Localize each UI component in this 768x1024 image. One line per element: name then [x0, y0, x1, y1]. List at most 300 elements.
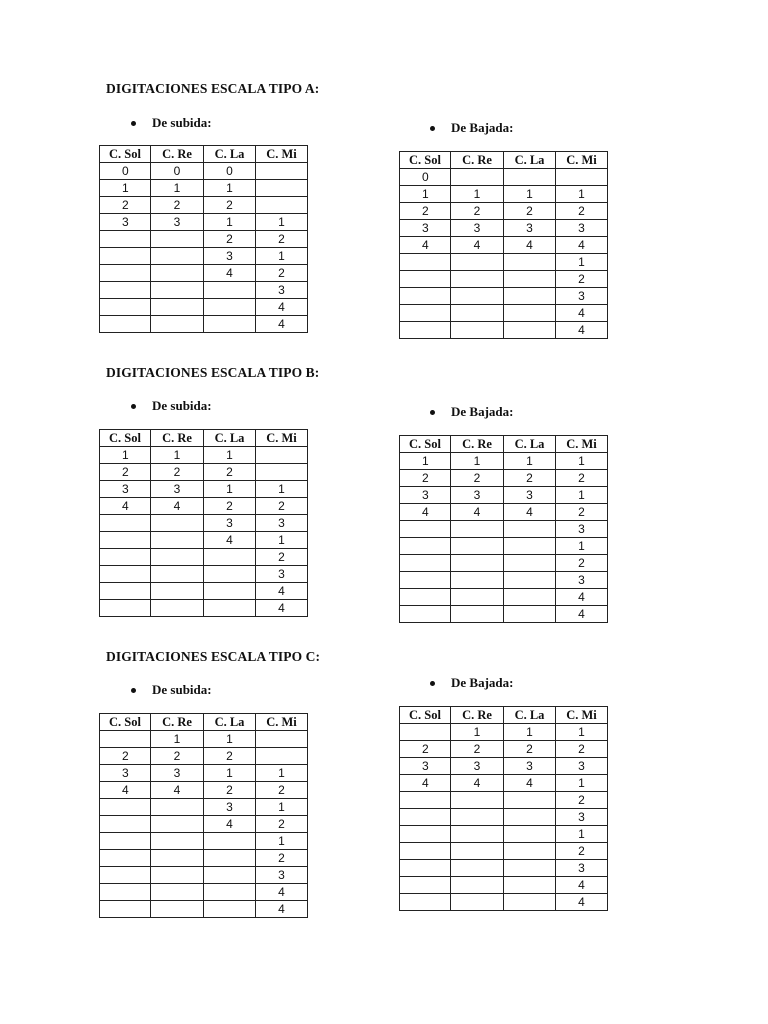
cell-sol: 2: [400, 470, 451, 487]
cell-sol: 3: [400, 220, 451, 237]
cell-re: [151, 566, 204, 583]
cell-la: [204, 583, 256, 600]
cell-la: 1: [204, 481, 256, 498]
cell-re: 4: [451, 504, 504, 521]
cell-mi: 1: [556, 186, 608, 203]
cell-re: [151, 532, 204, 549]
table-row: [400, 826, 608, 843]
table-tipo-c-bajada: [399, 706, 608, 911]
table-row: [100, 566, 308, 583]
cell-sol: 1: [400, 186, 451, 203]
cell-la: [504, 169, 556, 186]
table-row: [400, 724, 608, 741]
column-header-sol: C. Sol: [100, 714, 151, 731]
cell-sol: 3: [100, 214, 151, 231]
cell-mi: 3: [556, 220, 608, 237]
column-header-re: C. Re: [451, 436, 504, 453]
table-row: [100, 833, 308, 850]
cell-sol: [400, 826, 451, 843]
table-row: [100, 583, 308, 600]
table-row: [400, 555, 608, 572]
cell-la: 4: [204, 265, 256, 282]
cell-la: [204, 600, 256, 617]
cell-mi: 3: [256, 515, 308, 532]
cell-mi: 2: [256, 231, 308, 248]
cell-sol: [100, 532, 151, 549]
cell-re: [451, 322, 504, 339]
cell-sol: 2: [400, 203, 451, 220]
cell-re: [451, 572, 504, 589]
cell-sol: 4: [100, 782, 151, 799]
cell-re: 4: [451, 237, 504, 254]
table-row: [100, 282, 308, 299]
table-row: [400, 504, 608, 521]
cell-re: [151, 248, 204, 265]
table-row: [400, 775, 608, 792]
cell-re: [451, 538, 504, 555]
table-row: [100, 600, 308, 617]
header-row: [400, 152, 608, 169]
cell-mi: 1: [256, 799, 308, 816]
cell-sol: 3: [400, 758, 451, 775]
cell-sol: 4: [400, 775, 451, 792]
cell-la: [504, 894, 556, 911]
column-header-sol: C. Sol: [100, 146, 151, 163]
cell-re: 2: [451, 741, 504, 758]
cell-re: 1: [151, 731, 204, 748]
table-row: [100, 197, 308, 214]
cell-sol: 2: [100, 748, 151, 765]
cell-la: 1: [504, 186, 556, 203]
bullet-icon: [430, 126, 435, 131]
cell-la: 2: [204, 498, 256, 515]
cell-re: 3: [451, 487, 504, 504]
cell-la: [204, 549, 256, 566]
cell-mi: 3: [256, 282, 308, 299]
cell-la: 1: [504, 453, 556, 470]
column-header-sol: C. Sol: [400, 152, 451, 169]
header-row: [100, 146, 308, 163]
column-header-sol: C. Sol: [400, 436, 451, 453]
column-header-la: C. La: [204, 146, 256, 163]
column-header-re: C. Re: [151, 714, 204, 731]
cell-re: 4: [451, 775, 504, 792]
cell-la: 1: [204, 447, 256, 464]
cell-mi: 2: [556, 555, 608, 572]
table-tipo-a-bajada: [399, 151, 608, 339]
cell-la: 4: [204, 532, 256, 549]
table-row: [100, 214, 308, 231]
cell-la: 3: [204, 248, 256, 265]
cell-sol: [100, 884, 151, 901]
cell-mi: [256, 731, 308, 748]
cell-sol: 2: [400, 741, 451, 758]
cell-mi: 2: [556, 741, 608, 758]
cell-mi: 1: [256, 833, 308, 850]
table-row: [400, 169, 608, 186]
table-row: [100, 799, 308, 816]
cell-sol: [400, 322, 451, 339]
cell-mi: 2: [256, 265, 308, 282]
cell-re: 1: [451, 186, 504, 203]
table-row: [400, 572, 608, 589]
cell-mi: 4: [256, 901, 308, 918]
cell-sol: [100, 265, 151, 282]
cell-la: [504, 843, 556, 860]
cell-la: 4: [204, 816, 256, 833]
cell-sol: [100, 833, 151, 850]
cell-mi: 4: [256, 299, 308, 316]
cell-mi: [256, 464, 308, 481]
table-row: [100, 731, 308, 748]
cell-re: [151, 265, 204, 282]
cell-la: 3: [504, 487, 556, 504]
cell-re: [451, 169, 504, 186]
cell-mi: 4: [556, 305, 608, 322]
cell-re: 1: [151, 180, 204, 197]
table-row: [100, 163, 308, 180]
column-header-la: C. La: [504, 152, 556, 169]
cell-sol: [400, 288, 451, 305]
cell-mi: 4: [556, 606, 608, 623]
cell-re: 2: [151, 197, 204, 214]
cell-mi: 4: [556, 237, 608, 254]
cell-mi: 1: [556, 538, 608, 555]
cell-la: [204, 850, 256, 867]
cell-la: 1: [204, 180, 256, 197]
cell-la: [504, 288, 556, 305]
cell-mi: 3: [556, 572, 608, 589]
cell-mi: 1: [556, 724, 608, 741]
cell-sol: [400, 809, 451, 826]
table-row: [100, 549, 308, 566]
cell-mi: 2: [556, 843, 608, 860]
subida-label-tipo-a: De subida:: [131, 115, 212, 131]
column-header-la: C. La: [504, 436, 556, 453]
table-row: [100, 765, 308, 782]
table-row: [400, 220, 608, 237]
cell-la: 2: [204, 464, 256, 481]
cell-mi: [256, 447, 308, 464]
table-row: [400, 843, 608, 860]
column-header-sol: C. Sol: [400, 707, 451, 724]
cell-mi: 1: [556, 826, 608, 843]
cell-mi: 4: [256, 600, 308, 617]
cell-re: [451, 521, 504, 538]
cell-mi: 1: [256, 248, 308, 265]
cell-sol: 3: [400, 487, 451, 504]
cell-re: [151, 901, 204, 918]
cell-la: [504, 555, 556, 572]
cell-mi: 3: [556, 860, 608, 877]
cell-la: [504, 877, 556, 894]
cell-re: 2: [451, 203, 504, 220]
cell-mi: 2: [256, 498, 308, 515]
cell-la: [204, 316, 256, 333]
cell-re: 3: [451, 758, 504, 775]
cell-sol: [400, 724, 451, 741]
subida-label-tipo-b: De subida:: [131, 398, 212, 414]
cell-la: [504, 809, 556, 826]
cell-re: 3: [151, 481, 204, 498]
cell-mi: 1: [556, 453, 608, 470]
cell-re: 4: [151, 782, 204, 799]
bajada-label-tipo-c: De Bajada:: [430, 675, 513, 691]
cell-re: [151, 816, 204, 833]
section-title-tipo-a: DIGITACIONES ESCALA TIPO A:: [106, 81, 320, 96]
table-row: [400, 860, 608, 877]
column-header-sol: C. Sol: [100, 430, 151, 447]
table-row: [400, 521, 608, 538]
cell-sol: [100, 316, 151, 333]
cell-sol: 0: [100, 163, 151, 180]
cell-mi: 1: [556, 254, 608, 271]
cell-la: [204, 901, 256, 918]
cell-la: 2: [504, 741, 556, 758]
cell-re: [151, 299, 204, 316]
column-header-mi: C. Mi: [256, 714, 308, 731]
cell-la: 2: [204, 782, 256, 799]
table-row: [100, 231, 308, 248]
table-row: [400, 305, 608, 322]
cell-la: [204, 299, 256, 316]
cell-sol: [100, 549, 151, 566]
cell-sol: [100, 816, 151, 833]
table-row: [100, 265, 308, 282]
header-row: [400, 436, 608, 453]
table-row: [100, 816, 308, 833]
cell-la: [504, 322, 556, 339]
table-row: [100, 498, 308, 515]
cell-sol: [400, 521, 451, 538]
cell-re: [151, 231, 204, 248]
table-row: [100, 515, 308, 532]
table-row: [100, 481, 308, 498]
cell-sol: [400, 877, 451, 894]
cell-la: 3: [504, 758, 556, 775]
cell-la: 4: [504, 775, 556, 792]
cell-sol: [400, 843, 451, 860]
cell-la: 1: [204, 731, 256, 748]
cell-la: [504, 826, 556, 843]
table-row: [100, 299, 308, 316]
table-row: [400, 453, 608, 470]
cell-la: 3: [204, 799, 256, 816]
table-row: [100, 867, 308, 884]
cell-re: 2: [451, 470, 504, 487]
cell-re: [151, 600, 204, 617]
cell-sol: [100, 731, 151, 748]
table-row: [100, 316, 308, 333]
cell-re: [451, 792, 504, 809]
cell-re: [151, 867, 204, 884]
cell-re: [451, 271, 504, 288]
cell-mi: 1: [556, 487, 608, 504]
cell-la: [204, 833, 256, 850]
subida-label-tipo-c: De subida:: [131, 682, 212, 698]
column-header-mi: C. Mi: [256, 430, 308, 447]
cell-la: [504, 572, 556, 589]
table-tipo-b-subida: [99, 429, 308, 617]
cell-sol: [400, 589, 451, 606]
cell-re: [151, 833, 204, 850]
cell-sol: [400, 271, 451, 288]
cell-la: 1: [504, 724, 556, 741]
table-tipo-c-subida: [99, 713, 308, 918]
cell-re: 2: [151, 464, 204, 481]
cell-mi: 2: [256, 782, 308, 799]
cell-la: 2: [204, 748, 256, 765]
cell-sol: 3: [100, 481, 151, 498]
cell-re: [451, 894, 504, 911]
cell-la: [204, 282, 256, 299]
cell-la: 1: [204, 214, 256, 231]
cell-la: [504, 254, 556, 271]
table-row: [100, 532, 308, 549]
cell-re: 1: [151, 447, 204, 464]
cell-sol: [100, 248, 151, 265]
cell-sol: 4: [400, 504, 451, 521]
cell-mi: [256, 748, 308, 765]
cell-mi: 4: [556, 894, 608, 911]
cell-re: [451, 254, 504, 271]
cell-la: [504, 538, 556, 555]
cell-mi: [556, 169, 608, 186]
table-row: [400, 877, 608, 894]
cell-la: 3: [204, 515, 256, 532]
column-header-mi: C. Mi: [256, 146, 308, 163]
cell-re: [451, 809, 504, 826]
cell-la: 2: [204, 231, 256, 248]
cell-mi: 2: [556, 792, 608, 809]
cell-la: [504, 792, 556, 809]
cell-sol: [100, 850, 151, 867]
cell-re: [151, 799, 204, 816]
table-row: [400, 470, 608, 487]
cell-sol: [100, 299, 151, 316]
table-row: [100, 447, 308, 464]
cell-sol: [400, 538, 451, 555]
cell-mi: [256, 163, 308, 180]
cell-re: [451, 606, 504, 623]
table-row: [400, 894, 608, 911]
cell-sol: [100, 566, 151, 583]
cell-la: 4: [504, 504, 556, 521]
cell-la: [504, 606, 556, 623]
cell-re: 3: [451, 220, 504, 237]
column-header-mi: C. Mi: [556, 707, 608, 724]
cell-re: [151, 884, 204, 901]
column-header-mi: C. Mi: [556, 436, 608, 453]
cell-mi: 4: [256, 316, 308, 333]
cell-la: [204, 884, 256, 901]
bullet-icon: [430, 681, 435, 686]
cell-mi: 3: [256, 867, 308, 884]
cell-la: [204, 566, 256, 583]
cell-mi: 3: [556, 521, 608, 538]
cell-mi: 2: [556, 271, 608, 288]
cell-re: [451, 288, 504, 305]
cell-re: [451, 877, 504, 894]
table-row: [100, 248, 308, 265]
table-row: [400, 809, 608, 826]
cell-sol: [100, 583, 151, 600]
column-header-re: C. Re: [151, 146, 204, 163]
bullet-icon: [131, 688, 136, 693]
cell-sol: [400, 894, 451, 911]
cell-sol: 0: [400, 169, 451, 186]
table-row: [400, 792, 608, 809]
cell-mi: 2: [556, 203, 608, 220]
cell-sol: 1: [100, 447, 151, 464]
cell-re: [151, 850, 204, 867]
header-row: [400, 707, 608, 724]
table-row: [400, 254, 608, 271]
cell-mi: 4: [556, 589, 608, 606]
column-header-la: C. La: [504, 707, 556, 724]
cell-mi: 2: [556, 470, 608, 487]
cell-mi: 4: [556, 877, 608, 894]
table-row: [400, 538, 608, 555]
cell-mi: 2: [256, 549, 308, 566]
cell-la: [204, 867, 256, 884]
column-header-re: C. Re: [151, 430, 204, 447]
cell-sol: [400, 305, 451, 322]
cell-mi: 4: [256, 583, 308, 600]
cell-sol: 2: [100, 197, 151, 214]
cell-mi: 4: [556, 322, 608, 339]
cell-mi: 1: [256, 214, 308, 231]
cell-la: [504, 860, 556, 877]
cell-sol: 2: [100, 464, 151, 481]
cell-la: 2: [504, 470, 556, 487]
bullet-icon: [131, 404, 136, 409]
cell-re: 4: [151, 498, 204, 515]
cell-sol: [400, 254, 451, 271]
cell-sol: [100, 282, 151, 299]
section-title-tipo-b: DIGITACIONES ESCALA TIPO B:: [106, 365, 320, 380]
cell-re: 3: [151, 765, 204, 782]
cell-mi: 2: [556, 504, 608, 521]
table-row: [100, 782, 308, 799]
column-header-re: C. Re: [451, 152, 504, 169]
cell-mi: 2: [256, 850, 308, 867]
table-row: [100, 464, 308, 481]
cell-re: [151, 549, 204, 566]
cell-mi: 3: [556, 809, 608, 826]
cell-sol: [100, 867, 151, 884]
cell-re: [451, 589, 504, 606]
cell-re: [451, 305, 504, 322]
cell-sol: [400, 555, 451, 572]
cell-re: [451, 826, 504, 843]
cell-la: 2: [504, 203, 556, 220]
cell-re: 3: [151, 214, 204, 231]
cell-la: 3: [504, 220, 556, 237]
cell-mi: 3: [556, 288, 608, 305]
table-row: [400, 288, 608, 305]
cell-mi: [256, 180, 308, 197]
table-row: [100, 901, 308, 918]
cell-la: 2: [204, 197, 256, 214]
cell-re: [151, 515, 204, 532]
bajada-label-tipo-a: De Bajada:: [430, 120, 513, 136]
cell-sol: [100, 231, 151, 248]
cell-re: [151, 583, 204, 600]
cell-re: [151, 282, 204, 299]
cell-la: [504, 589, 556, 606]
cell-mi: 3: [256, 566, 308, 583]
